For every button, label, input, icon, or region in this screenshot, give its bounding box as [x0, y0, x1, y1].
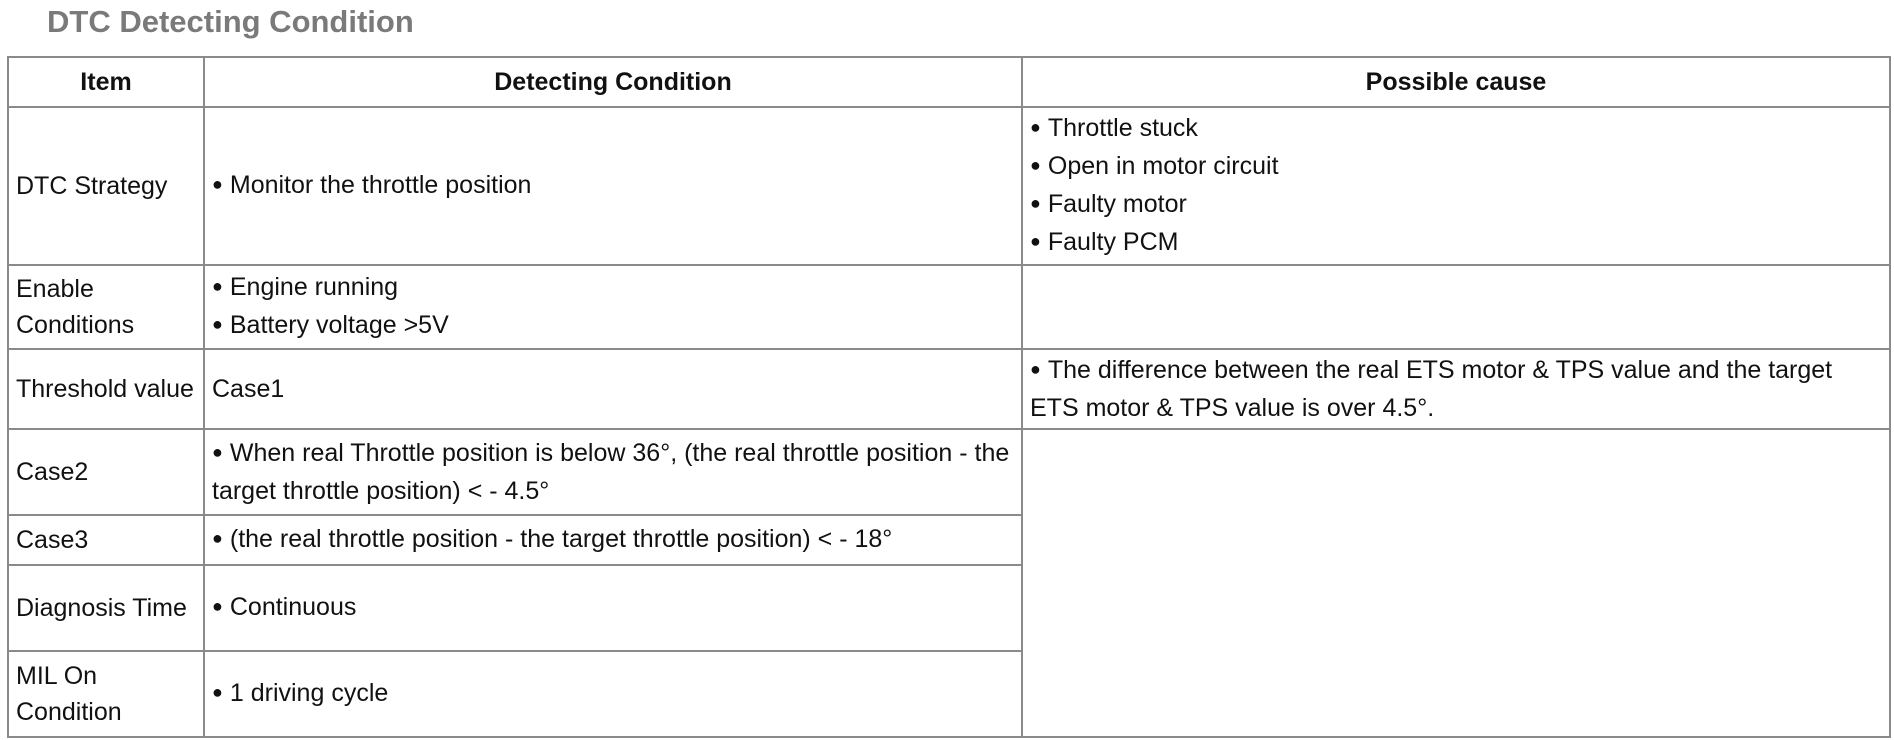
header-possible-cause: Possible cause: [1022, 57, 1890, 107]
item-mil-on-condition: MIL On Condition: [8, 651, 204, 737]
cause-bullet: ● Faulty PCM: [1030, 224, 1882, 262]
condition-case2: [204, 429, 1022, 515]
row-dtc-strategy: [8, 107, 1890, 265]
condition-dtc-strategy: [204, 107, 1022, 265]
condition-bullet: ● When real Throttle position is below 36°, (the real throttle position - the target throttle position) < - 4.5°: [212, 435, 1014, 509]
condition-mil-on-condition: [204, 651, 1022, 737]
condition-bullet: ● Battery voltage >5V: [212, 307, 1014, 345]
item-dtc-strategy: DTC Strategy: [8, 107, 204, 265]
condition-case3: [204, 515, 1022, 565]
item-threshold-value: Threshold value: [8, 349, 204, 429]
header-detecting-condition: Detecting Condition: [204, 57, 1022, 107]
condition-diagnosis-time: [204, 565, 1022, 651]
condition-bullet: ● Continuous: [212, 589, 1014, 627]
row-threshold-value: [8, 349, 1890, 429]
header-item: Item: [8, 57, 204, 107]
item-case3: Case3: [8, 515, 204, 565]
cause-enable-conditions: [1022, 265, 1890, 349]
cause-bullet: ● Faulty motor: [1030, 186, 1882, 224]
page-title: DTC Detecting Condition: [47, 4, 414, 39]
condition-bullet: ● (the real throttle position - the target throttle position) < - 18°: [212, 521, 1014, 559]
cause-bullet: ● The difference between the real ETS motor & TPS value and the target ETS motor & TPS value is over 4.5°.: [1030, 352, 1882, 426]
cause-dtc-strategy: [1022, 107, 1890, 265]
condition-threshold-value: Case1: [204, 349, 1022, 429]
item-enable-conditions: Enable Conditions: [8, 265, 204, 349]
cause-threshold-value: [1022, 349, 1890, 429]
condition-enable-conditions: [204, 265, 1022, 349]
cause-bullet: ● Throttle stuck: [1030, 110, 1882, 148]
row-case2: [8, 429, 1890, 515]
condition-bullet: ● Engine running: [212, 269, 1014, 307]
item-case2: Case2: [8, 429, 204, 515]
cause-bullet: ● Open in motor circuit: [1030, 148, 1882, 186]
row-enable-conditions: [8, 265, 1890, 349]
cause-blank: [1022, 429, 1890, 737]
condition-bullet: ● 1 driving cycle: [212, 675, 1014, 713]
item-diagnosis-time: Diagnosis Time: [8, 565, 204, 651]
dtc-table: [7, 56, 1891, 738]
table-header-row: [8, 57, 1890, 107]
condition-bullet: ● Monitor the throttle position: [212, 167, 1014, 205]
